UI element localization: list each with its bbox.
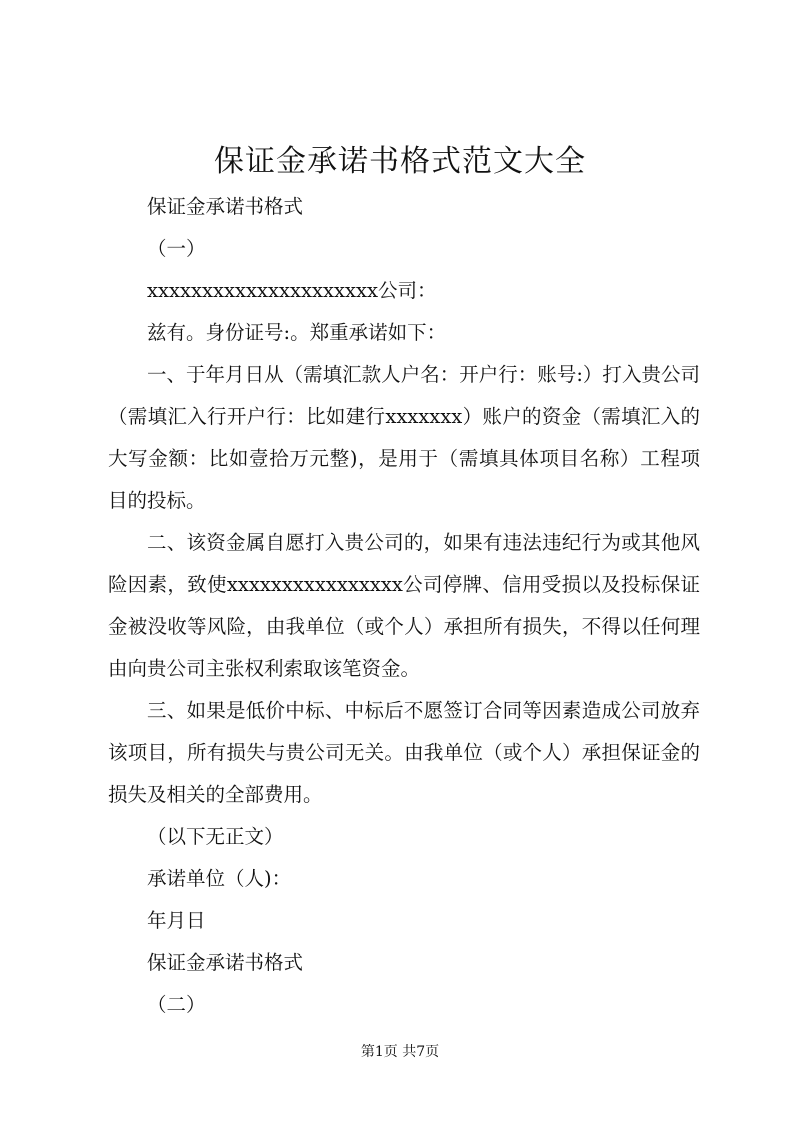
section-number: （一） xyxy=(147,237,206,260)
clause-two: 二、该资金属自愿打入贵公司的，如果有违法违纪行为或其他风险因素，致使xxxxxxxxxxxxxxxx公司停牌、信用受损以及投标保证金被没收等风险，由我单位（或个人）承担所有损失，不得以任何理由向贵公司主张权利索取该笔资金。 xyxy=(108,531,700,680)
section-heading-2: 保证金承诺书格式 xyxy=(147,951,304,974)
addressee: xxxxxxxxxxxxxxxxxxxxx公司： xyxy=(147,279,437,302)
document-title: 保证金承诺书格式范文大全 xyxy=(214,144,586,179)
intro-paragraph: 兹有。身份证号:。郑重承诺如下： xyxy=(147,321,447,344)
signatory-line: 承诺单位（人)： xyxy=(147,867,292,890)
section-number-2: （二） xyxy=(147,993,206,1016)
clause-three: 三、如果是低价中标、中标后不愿签订合同等因素造成公司放弃该项目，所有损失与贵公司无关。由我单位（或个人）承担保证金的损失及相关的全部费用。 xyxy=(108,699,700,806)
date-line: 年月日 xyxy=(147,909,206,932)
end-of-text-note: （以下无正文） xyxy=(147,825,284,848)
page-footer: 第1页 共7页 xyxy=(360,1044,440,1060)
clause-one: 一、于年月日从（需填汇款人户名：开户行：账号:）打入贵公司（需填汇入行开户行：比如建行xxxxxxx）账户的资金（需填汇入的大写金额：比如壹拾万元整)，是用于（需填具体项目名称）工程项目的投标。 xyxy=(108,363,700,512)
document-body xyxy=(108,186,700,1026)
section-heading: 保证金承诺书格式 xyxy=(147,195,304,218)
